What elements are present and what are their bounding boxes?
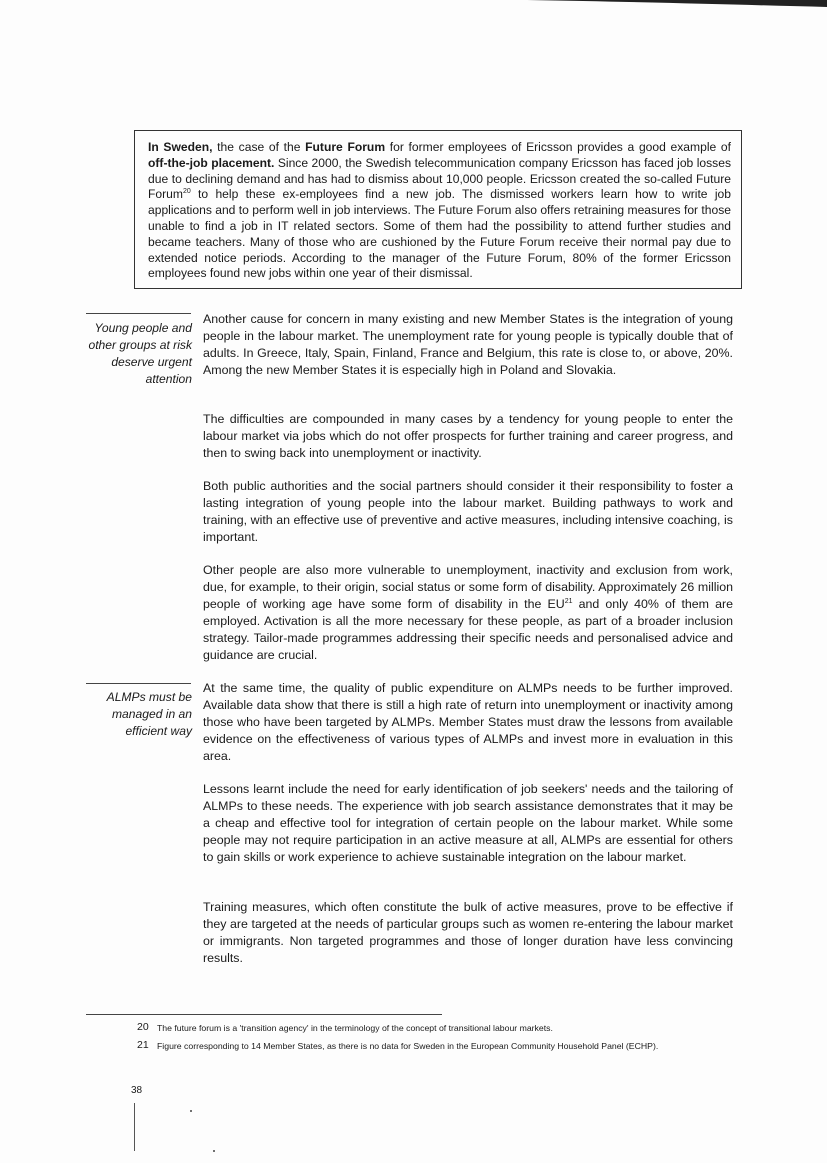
case-lead: In Sweden,	[148, 140, 213, 154]
paragraph-youth-integration: Another cause for concern in many existing and new Member States is the integration of young people in the labour market. The unemployment rate for young people is typically double that of adults. In Greece, Italy, Spain, Finland, France and Belgium, this rate is close to, or above, 20%. Among the new Member States it is especially high in Poland and Slovakia.	[203, 312, 733, 377]
page-number: 38	[131, 1085, 143, 1096]
footnote-number: 21	[137, 1039, 149, 1051]
paragraph-training-measures: Training measures, which often constitute the bulk of active measures, prove to be effective if they are targeted at the needs of particular groups such as women re-entering the labour market or immigrants. Non targeted programmes and those of longer duration have less convincing results.	[203, 900, 733, 965]
footnote-ref-20[interactable]: 20	[182, 188, 191, 196]
case-text-1: the case of the	[212, 140, 306, 154]
scan-speck	[213, 1150, 215, 1152]
margin-note-rule	[86, 313, 191, 314]
p4-text-a: Other people are also more vulnerable to unemployment, inactivity and exclusion from work, due, for example, to their origin, social status or some form of disability. Approximately 26 million people of working age have some form of disability in the EU	[203, 563, 733, 611]
scan-speck	[190, 1110, 192, 1112]
case-future-forum: Future Forum	[305, 140, 386, 154]
margin-note-young-people: Young people and other groups at risk deserve urgent attention	[88, 321, 192, 386]
footnote-ref-21[interactable]: 21	[564, 597, 573, 605]
case-text-3: Since 2000, the Swedish telecommunication company Ericsson has faced job losses due to declining demand and has had to dismiss about 10,000 people. Ericsson created the so-called Future Forum	[148, 155, 731, 202]
footnote-separator	[86, 1014, 442, 1015]
p4-text-b: and only 40% of them are employed. Activation is all the more necessary for these people, as part of a broader inclusion strategy. Tailor-made programmes addressing their specific needs and personalised advice and guidance are crucial.	[203, 597, 733, 662]
paragraph-vulnerable-groups	[203, 562, 733, 664]
footnote-21	[137, 1039, 737, 1053]
paragraph-compounded-difficulties: The difficulties are compounded in many cases by a tendency for young people to enter the labour market via jobs which do not offer prospects for further training and career progress, and then to swing back into unemployment or inactivity.	[203, 412, 733, 460]
footnote-text: The future forum is a 'transition agency' in the terminology of the concept of transitional labour markets.	[157, 1023, 553, 1033]
bottom-margin-line	[134, 1103, 135, 1151]
margin-note-rule	[86, 683, 191, 684]
footnote-text: Figure corresponding to 14 Member States, as there is no data for Sweden in the European Community Household Panel (ECHP).	[157, 1041, 659, 1051]
case-placement: off-the-job placement.	[148, 155, 275, 170]
paragraph-almp-quality: At the same time, the quality of public expenditure on ALMPs needs to be further improved. Available data show that there is still a high rate of return into unemployment or inactivity among those who have been targeted by ALMPs. Member States must draw the lessons from available evidence on the effectiveness of various types of ALMPs and invest more in evaluation in this area.	[203, 681, 733, 763]
case-study-box	[134, 130, 742, 289]
footnote-20	[137, 1021, 737, 1035]
case-text-4: to help these ex-employees find a new job. The dismissed workers learn how to write job applications and to perform well in job interviews. The Future Forum also offers retraining measures for those unable to find a job in IT related sectors. Some of them had the possibility to attend further studies and became teachers. Many of those who are cushioned by the Future Forum receive their normal pay due to extended notice periods. According to the manager of the Future Forum, 80% of the former Ericsson employees found new jobs within one year of their dismissal.	[148, 187, 732, 281]
margin-note-almps: ALMPs must be managed in an efficient way	[106, 690, 192, 738]
case-text-2: for former employees of Ericsson provides a good example of	[385, 140, 731, 154]
paragraph-public-authorities: Both public authorities and the social partners should consider it their responsibility to foster a lasting integration of young people into the labour market. Building pathways to work and training, with an effective use of preventive and active measures, including intensive coaching, is important.	[203, 479, 733, 544]
scan-edge-mark	[527, 0, 827, 8]
paragraph-lessons-learnt: Lessons learnt include the need for early identification of job seekers' needs and the tailoring of ALMPs to these needs. The experience with job search assistance demonstrates that it may be a cheap and effective tool for integration of certain people on the labour market. While some people may not require participation in an active measure at all, ALMPs are essential for others to gain skills or work experience to achieve sustainable integration on the labour market.	[203, 782, 733, 864]
footnote-number: 20	[137, 1021, 149, 1033]
